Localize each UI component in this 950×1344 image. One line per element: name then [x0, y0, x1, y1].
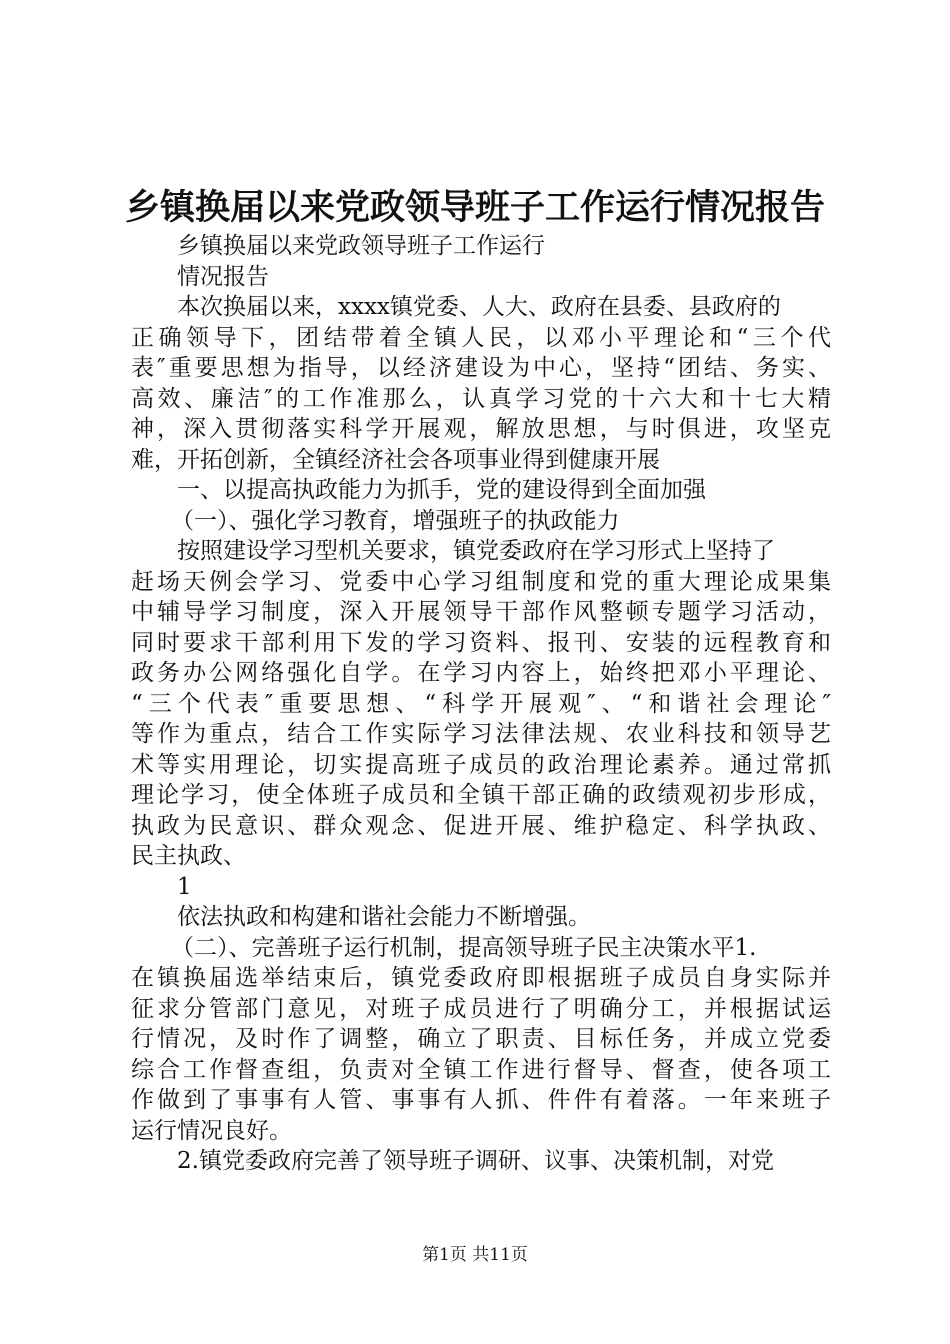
document-body: [131, 231, 831, 1177]
paragraph-line: 理论学习，使全体班子成员和全镇干部正确的政绩观初步形成，: [131, 782, 831, 808]
paragraph-line: 正确领导下，团结带着全镇人民，以邓小平理论和“三个代: [131, 324, 831, 351]
paragraph-line: 中辅导学习制度，深入开展领导干部作风整顿专题学习活动，: [131, 599, 831, 625]
page-footer: 第1页 共11页: [422, 1245, 528, 1265]
paragraph-line: 表″重要思想为指导，以经济建设为中心，坚持“团结、务实、: [131, 355, 831, 381]
paragraph-line: 本次换届以来，xxxx镇党委、人大、政府在县委、县政府的: [177, 294, 781, 320]
paragraph-line: 在镇换届选举结束后，镇党委政府即根据班子成员自身实际并: [131, 965, 831, 991]
subsection-heading: （一）、强化学习教育，增强班子的执政能力: [171, 507, 620, 534]
paragraph-line: 依法执政和构建和谐社会能力不断增强。: [177, 904, 591, 930]
paragraph-line: 同时要求干部利用下发的学习资料、报刊、安装的远程教育和: [131, 629, 831, 656]
paragraph-line: 按照建设学习型机关要求，镇党委政府在学习形式上坚持了: [177, 538, 775, 564]
paragraph-line: 等作为重点，结合工作实际学习法律法规、农业科技和领导艺: [131, 721, 831, 747]
paragraph-line: 2.镇党委政府完善了领导班子调研、议事、决策机制，对党: [177, 1148, 774, 1174]
paragraph-line: 政务办公网络强化自学。在学习内容上，始终把邓小平理论、: [131, 660, 831, 686]
paragraph-line: 民主执政、: [131, 843, 246, 869]
paragraph-line: 征求分管部门意见，对班子成员进行了明确分工，并根据试运: [131, 995, 831, 1022]
paragraph-line: 执政为民意识、群众观念、促进开展、维护稳定、科学执政、: [131, 812, 831, 839]
paragraph-line: 运行情况良好。: [131, 1117, 292, 1144]
page-title: 乡镇换届以来党政领导班子工作运行情况报告: [124, 187, 825, 228]
paragraph-line: 高效、廉洁″的工作准那么，认真学习党的十六大和十七大精: [131, 385, 831, 412]
paragraph-line: 赶场天例会学习、党委中心学习组制度和党的重大理论成果集: [131, 568, 831, 595]
subtitle-line-2: 情况报告: [177, 263, 269, 290]
paragraph-line: 行情况，及时作了调整，确立了职责、目标任务，并成立党委: [131, 1026, 831, 1052]
paragraph-line: “三个代表″重要思想、“科学开展观″、“和谐社会理论″: [131, 690, 831, 717]
paragraph-line: 难，开拓创新，全镇经济社会各项事业得到健康开展: [131, 446, 660, 473]
inline-page-number: 1: [177, 873, 192, 900]
paragraph-line: 作做到了事事有人管、事事有人抓、件件有着落。一年来班子: [131, 1087, 831, 1113]
paragraph-line: 术等实用理论，切实提高班子成员的政治理论素养。通过常抓: [131, 751, 831, 778]
section-heading: 一、以提高执政能力为抓手，党的建设得到全面加强: [177, 477, 706, 503]
subsection-heading: （二）、完善班子运行机制，提高领导班子民主决策水平1.: [171, 934, 757, 961]
subtitle-line-1: 乡镇换届以来党政领导班子工作运行: [177, 233, 545, 259]
paragraph-line: 综合工作督查组，负责对全镇工作进行督导、督查，使各项工: [131, 1056, 831, 1083]
paragraph-line: 神，深入贯彻落实科学开展观，解放思想，与时俱进，攻坚克: [131, 416, 831, 442]
